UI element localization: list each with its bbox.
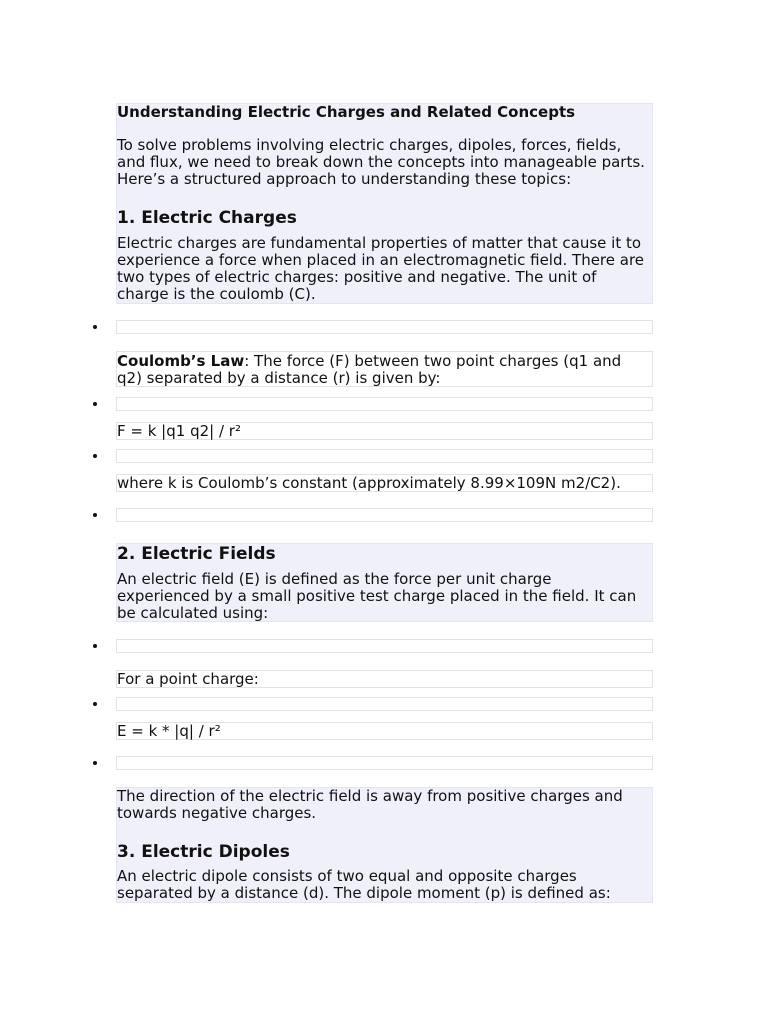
list-item-box [116, 639, 653, 653]
electric-charges-paragraph: Electric charges are fundamental properties of matter that cause it to experience a force when placed in an electromagnetic field. There are two types of electric charges: positive and negative. The unit of charge is the coulomb (C). [117, 234, 645, 303]
bullet-icon [93, 454, 97, 458]
bullet-icon [93, 702, 97, 706]
electric-dipoles-paragraph: An electric dipole consists of two equal and opposite charges separated by a distance (d). The dipole moment (p) is defined as: [117, 867, 611, 902]
section-heading-electric-fields: 2. Electric Fields [117, 544, 276, 564]
bullet-icon [93, 402, 97, 406]
coulomb-constant-block [116, 474, 653, 492]
dipoles-block [116, 787, 653, 903]
coulomb-law-paragraph [117, 353, 647, 387]
coulomb-formula-block [116, 422, 653, 440]
list-item [93, 639, 653, 653]
field-formula: E = k * |q| / r² [117, 722, 221, 740]
bullet-icon [93, 513, 97, 517]
coulomb-law-text: : The force (F) between two point charges (q1 and q2) separated by a distance (r) is given by: [117, 352, 622, 387]
section-heading-electric-dipoles: 3. Electric Dipoles [117, 842, 290, 862]
list-item-box [116, 756, 653, 770]
list-item [93, 320, 653, 334]
list-item-box [116, 397, 653, 411]
list-item-box [116, 320, 653, 334]
intro-block [116, 103, 653, 304]
section-heading-electric-charges: 1. Electric Charges [117, 208, 297, 228]
list-item [93, 756, 653, 770]
coulomb-constant-note: where k is Coulomb’s constant (approximately 8.99×109N m2/C2). [117, 474, 621, 492]
point-charge-label: For a point charge: [117, 670, 259, 688]
list-item [93, 449, 653, 463]
coulomb-law-label: Coulomb’s Law [117, 352, 245, 370]
intro-paragraph: To solve problems involving electric charges, dipoles, forces, fields, and flux, we need to break down the concepts into manageable parts. Here’s a structured approach to understanding these topics: [117, 136, 645, 188]
coulomb-formula: F = k |q1 q2| / r² [117, 422, 241, 440]
list-item [93, 508, 653, 522]
list-item-box [116, 697, 653, 711]
electric-fields-block [116, 543, 653, 622]
document-title: Understanding Electric Charges and Related Concepts [117, 103, 576, 121]
bullet-icon [93, 325, 97, 329]
bullet-icon [93, 644, 97, 648]
field-formula-block [116, 722, 653, 740]
list-item [93, 397, 653, 411]
electric-fields-paragraph: An electric field (E) is defined as the force per unit charge experienced by a small positive test charge placed in the field. It can be calculated using: [117, 570, 637, 622]
list-item-box [116, 449, 653, 463]
coulomb-law-block [116, 351, 653, 387]
bullet-icon [93, 761, 97, 765]
list-item [93, 697, 653, 711]
list-item-box [116, 508, 653, 522]
point-charge-block [116, 670, 653, 688]
field-direction-note: The direction of the electric field is away from positive charges and towards negative charges. [117, 787, 623, 822]
